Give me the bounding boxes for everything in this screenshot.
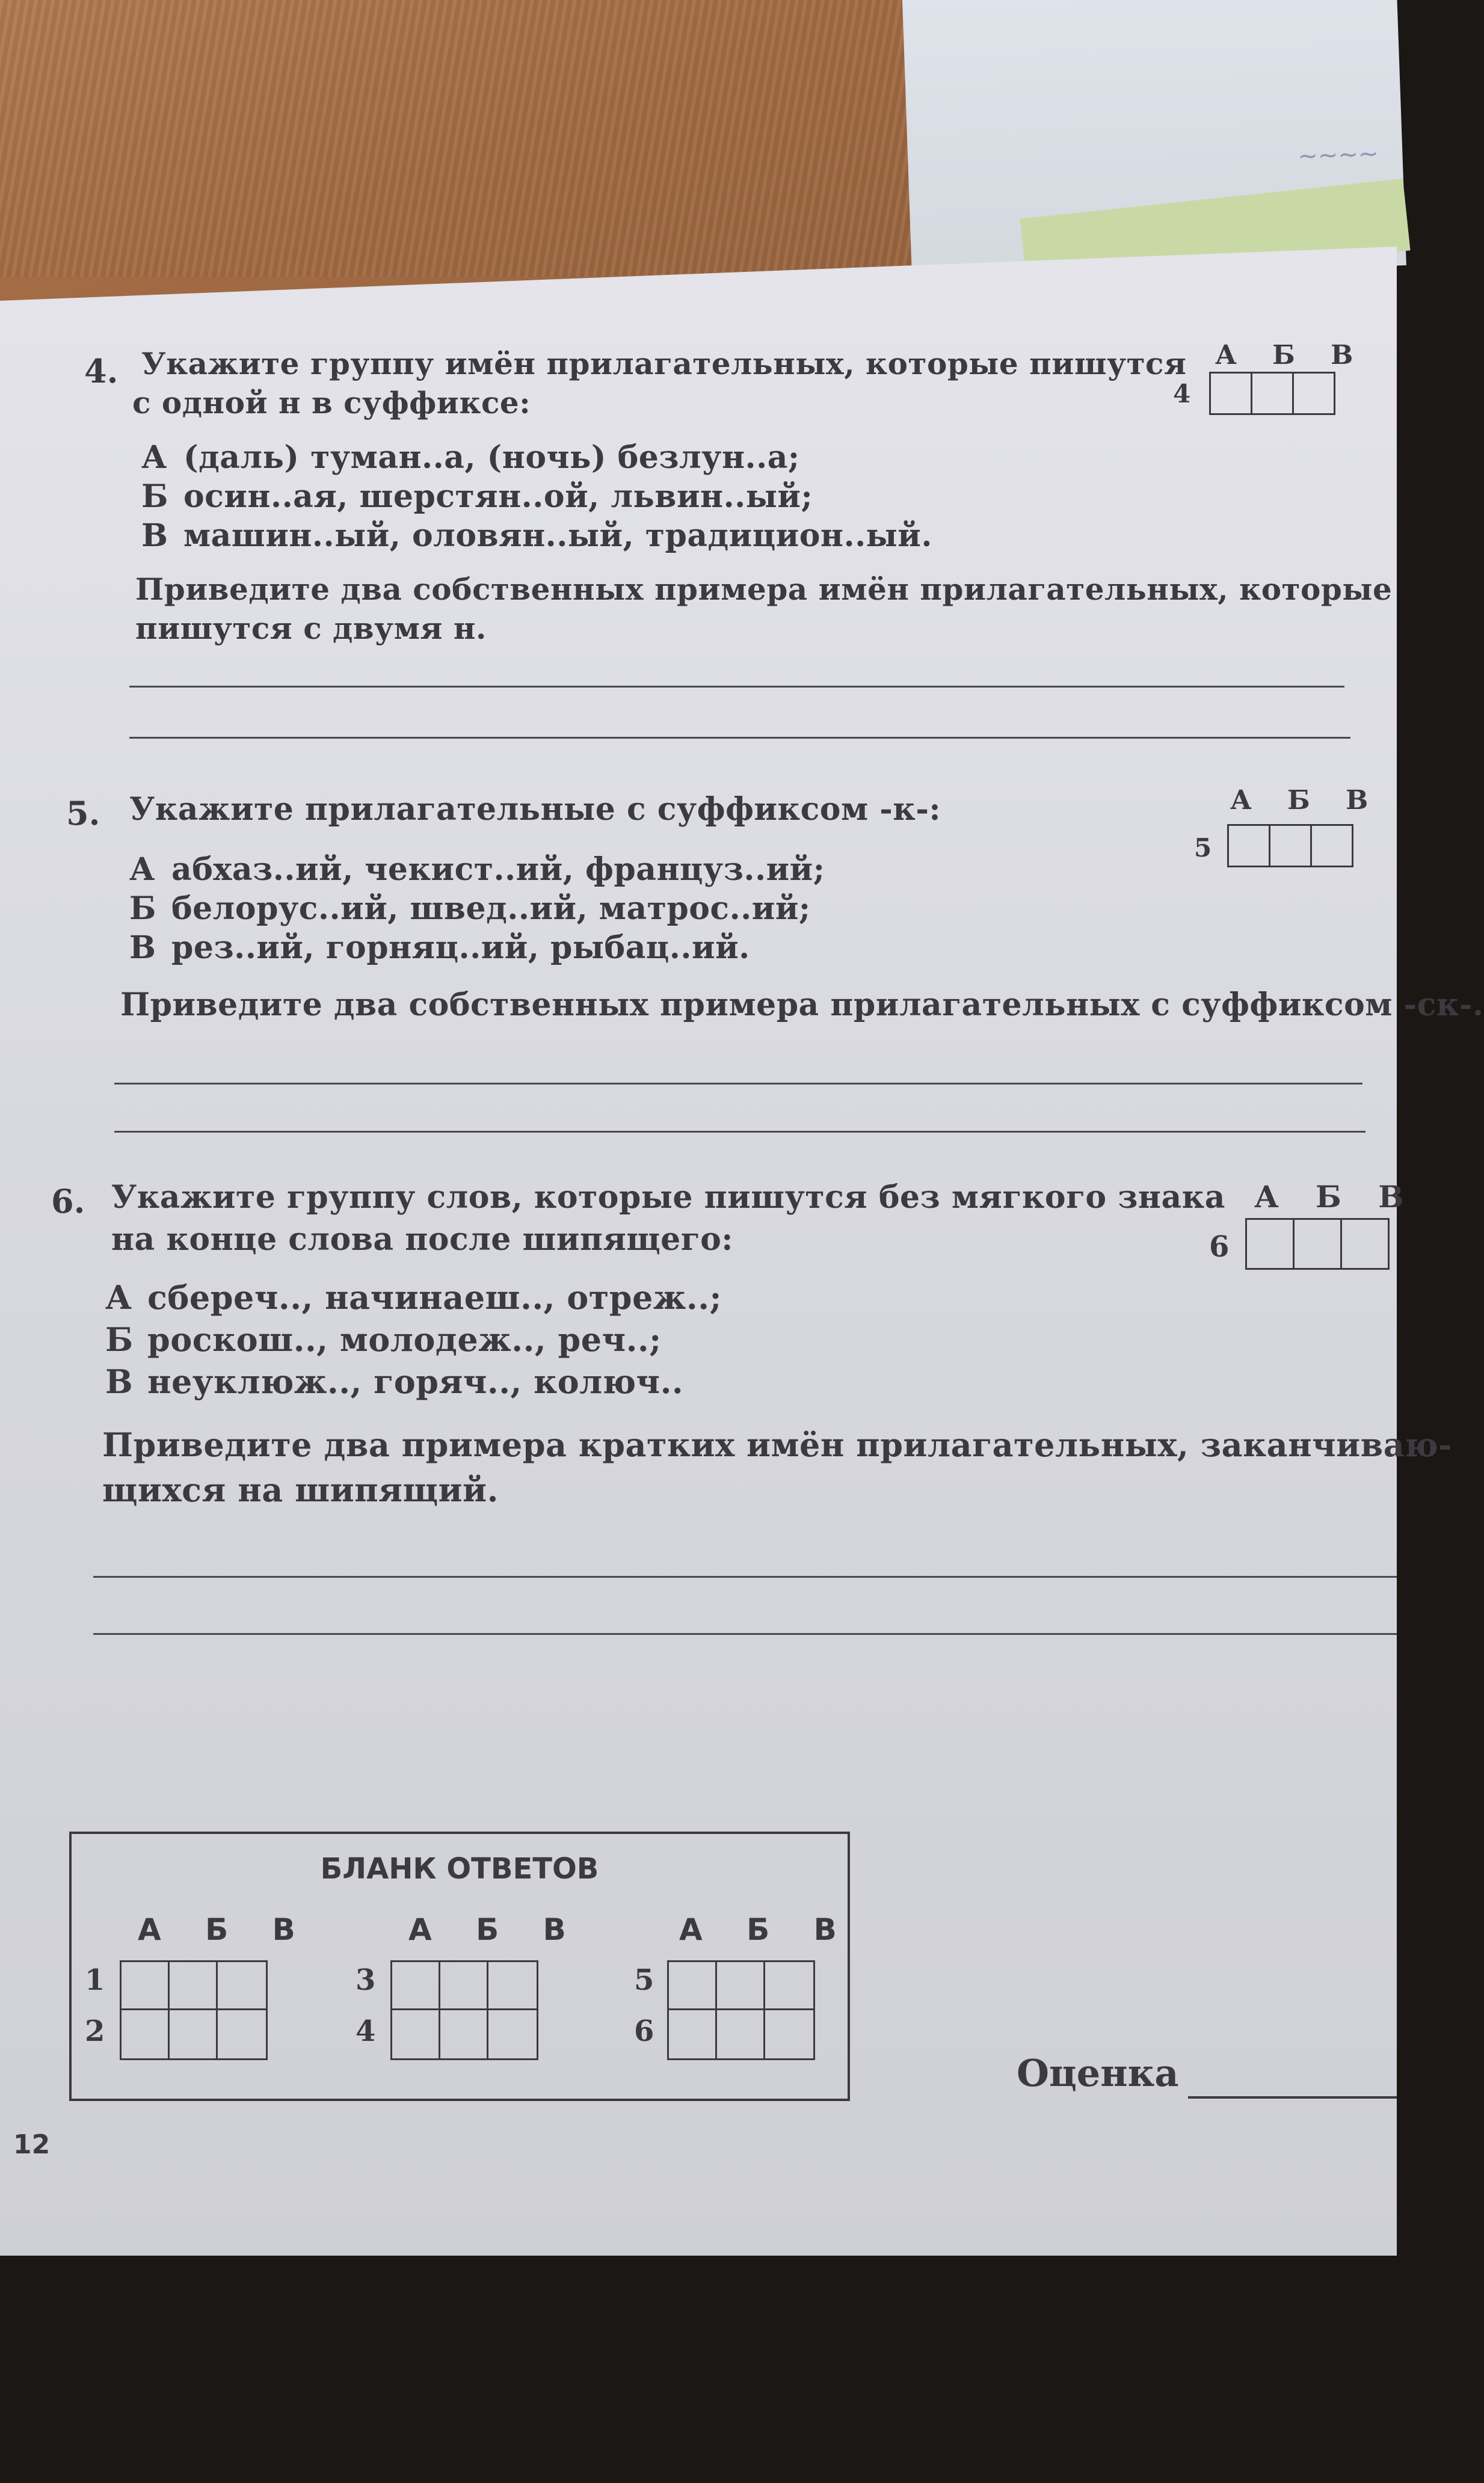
task-5-option-c: В рез..ий, горняц..ий, рыбац..ий. [129, 929, 750, 966]
answer-sheet-row-4-label: 4 [356, 2014, 376, 2048]
task-5-answer-label: 5 [1194, 833, 1212, 863]
task-5-instruction-line-1: Приведите два собственных примера прилагательных с суффиксом -ск-. [120, 986, 1484, 1023]
task-6-answer-line-2[interactable] [93, 1633, 1397, 1635]
task-4-number: 4. [84, 352, 119, 390]
task-5-abv-header: А Б В [1230, 785, 1382, 816]
page-number: 12 [13, 2129, 51, 2160]
task-4-answer-line-1[interactable] [129, 686, 1344, 688]
grade-label: Оценка [1017, 2051, 1179, 2095]
task-4-option-c: В машин..ый, оловян..ый, традицион..ый. [141, 517, 932, 554]
task-5-box-b[interactable] [1270, 826, 1312, 866]
task-6-option-a: А сбереч.., начинаеш.., отреж..; [105, 1278, 722, 1317]
task-4-answer-label: 4 [1173, 379, 1191, 408]
notebook-scribble: ~~~~ [1297, 140, 1379, 171]
task-5-answer-boxes[interactable] [1227, 824, 1353, 867]
task-4-answer-boxes[interactable] [1209, 372, 1335, 415]
answer-sheet-header-1: А Б В [138, 1912, 312, 1947]
answer-grid-5-6[interactable] [667, 1960, 815, 2060]
answer-grid-1-2[interactable] [120, 1960, 268, 2060]
answer-cell[interactable] [717, 1962, 765, 2010]
grade-line[interactable] [1188, 2096, 1397, 2099]
task-4-question-line-2: с одной н в суффиксе: [132, 385, 531, 420]
task-6-instruction-line-1: Приведите два примера кратких имён прилагательных, заканчиваю- [102, 1426, 1452, 1464]
task-6-answer-label: 6 [1209, 1230, 1230, 1264]
answer-sheet-title: БЛАНК ОТВЕТОВ [320, 1852, 599, 1886]
task-6-question-line-1: Укажите группу слов, которые пишутся без мягкого знака [111, 1179, 1225, 1216]
answer-cell[interactable] [488, 1962, 537, 2010]
answer-cell[interactable] [218, 1962, 266, 2010]
task-4-answer-line-2[interactable] [129, 737, 1350, 739]
answer-cell[interactable] [669, 1962, 717, 2010]
task-4-box-c[interactable] [1294, 374, 1334, 413]
task-4-abv-header: А Б В [1215, 340, 1367, 371]
task-4-box-b[interactable] [1252, 374, 1294, 413]
answer-cell[interactable] [717, 2010, 765, 2058]
task-5-answer-line-1[interactable] [114, 1083, 1362, 1085]
answer-sheet [69, 1832, 854, 2101]
answer-cell[interactable] [170, 1962, 218, 2010]
task-6-number: 6. [51, 1182, 85, 1220]
answer-cell[interactable] [392, 1962, 440, 2010]
answer-sheet-row-3-label: 3 [356, 1963, 376, 1997]
task-4-question-line-1: Укажите группу имён прилагательных, которые пишутся [141, 346, 1187, 381]
task-5-box-a[interactable] [1229, 826, 1270, 866]
task-6-instruction-line-2: щихся на шипящий. [102, 1471, 499, 1509]
answer-sheet-row-6-label: 6 [634, 2014, 654, 2048]
answer-cell[interactable] [122, 1962, 170, 2010]
answer-cell[interactable] [122, 2010, 170, 2058]
answer-sheet-header-3: А Б В [679, 1912, 854, 1947]
task-6-box-a[interactable] [1247, 1220, 1295, 1268]
task-5-answer-line-2[interactable] [114, 1131, 1365, 1133]
task-4-instruction-line-2: пишутся с двумя н. [135, 611, 487, 646]
answer-cell[interactable] [669, 2010, 717, 2058]
task-6-question-line-2: на конце слова после шипящего: [111, 1221, 733, 1258]
task-6-box-b[interactable] [1295, 1220, 1342, 1268]
task-4-box-a[interactable] [1211, 374, 1252, 413]
task-6-option-b: Б роскош.., молодеж.., реч..; [105, 1320, 662, 1359]
answer-sheet-header-2: А Б В [408, 1912, 583, 1947]
answer-cell[interactable] [218, 2010, 266, 2058]
task-6-answer-boxes[interactable] [1245, 1218, 1390, 1270]
task-4-instruction-line-1: Приведите два собственных примера имён прилагательных, которые [135, 571, 1393, 607]
task-4-option-a: А (даль) туман..а, (ночь) безлун..а; [141, 439, 800, 476]
answer-sheet-row-1-label: 1 [85, 1963, 105, 1997]
task-6-option-c: В неуклюж.., горяч.., колюч.. [105, 1362, 684, 1401]
task-6-answer-line-1[interactable] [93, 1576, 1397, 1578]
task-4-option-b: Б осин..ая, шерстян..ой, львин..ый; [141, 478, 813, 515]
task-6-box-c[interactable] [1342, 1220, 1388, 1268]
answer-cell[interactable] [170, 2010, 218, 2058]
task-6-abv-header: А Б В [1254, 1179, 1417, 1214]
task-5-question-line-1: Укажите прилагательные с суффиксом -к-: [129, 791, 941, 828]
answer-cell[interactable] [765, 1962, 813, 2010]
answer-cell[interactable] [392, 2010, 440, 2058]
task-5-box-c[interactable] [1312, 826, 1352, 866]
answer-sheet-row-2-label: 2 [85, 2014, 105, 2048]
answer-cell[interactable] [440, 1962, 488, 2010]
task-5-option-a: А абхаз..ий, чекист..ий, француз..ий; [129, 851, 825, 888]
answer-cell[interactable] [765, 2010, 813, 2058]
answer-grid-3-4[interactable] [390, 1960, 538, 2060]
answer-sheet-row-5-label: 5 [634, 1963, 654, 1997]
task-5-number: 5. [66, 794, 100, 832]
task-5-option-b: Б белорус..ий, швед..ий, матрос..ий; [129, 890, 811, 927]
answer-cell[interactable] [488, 2010, 537, 2058]
answer-cell[interactable] [440, 2010, 488, 2058]
